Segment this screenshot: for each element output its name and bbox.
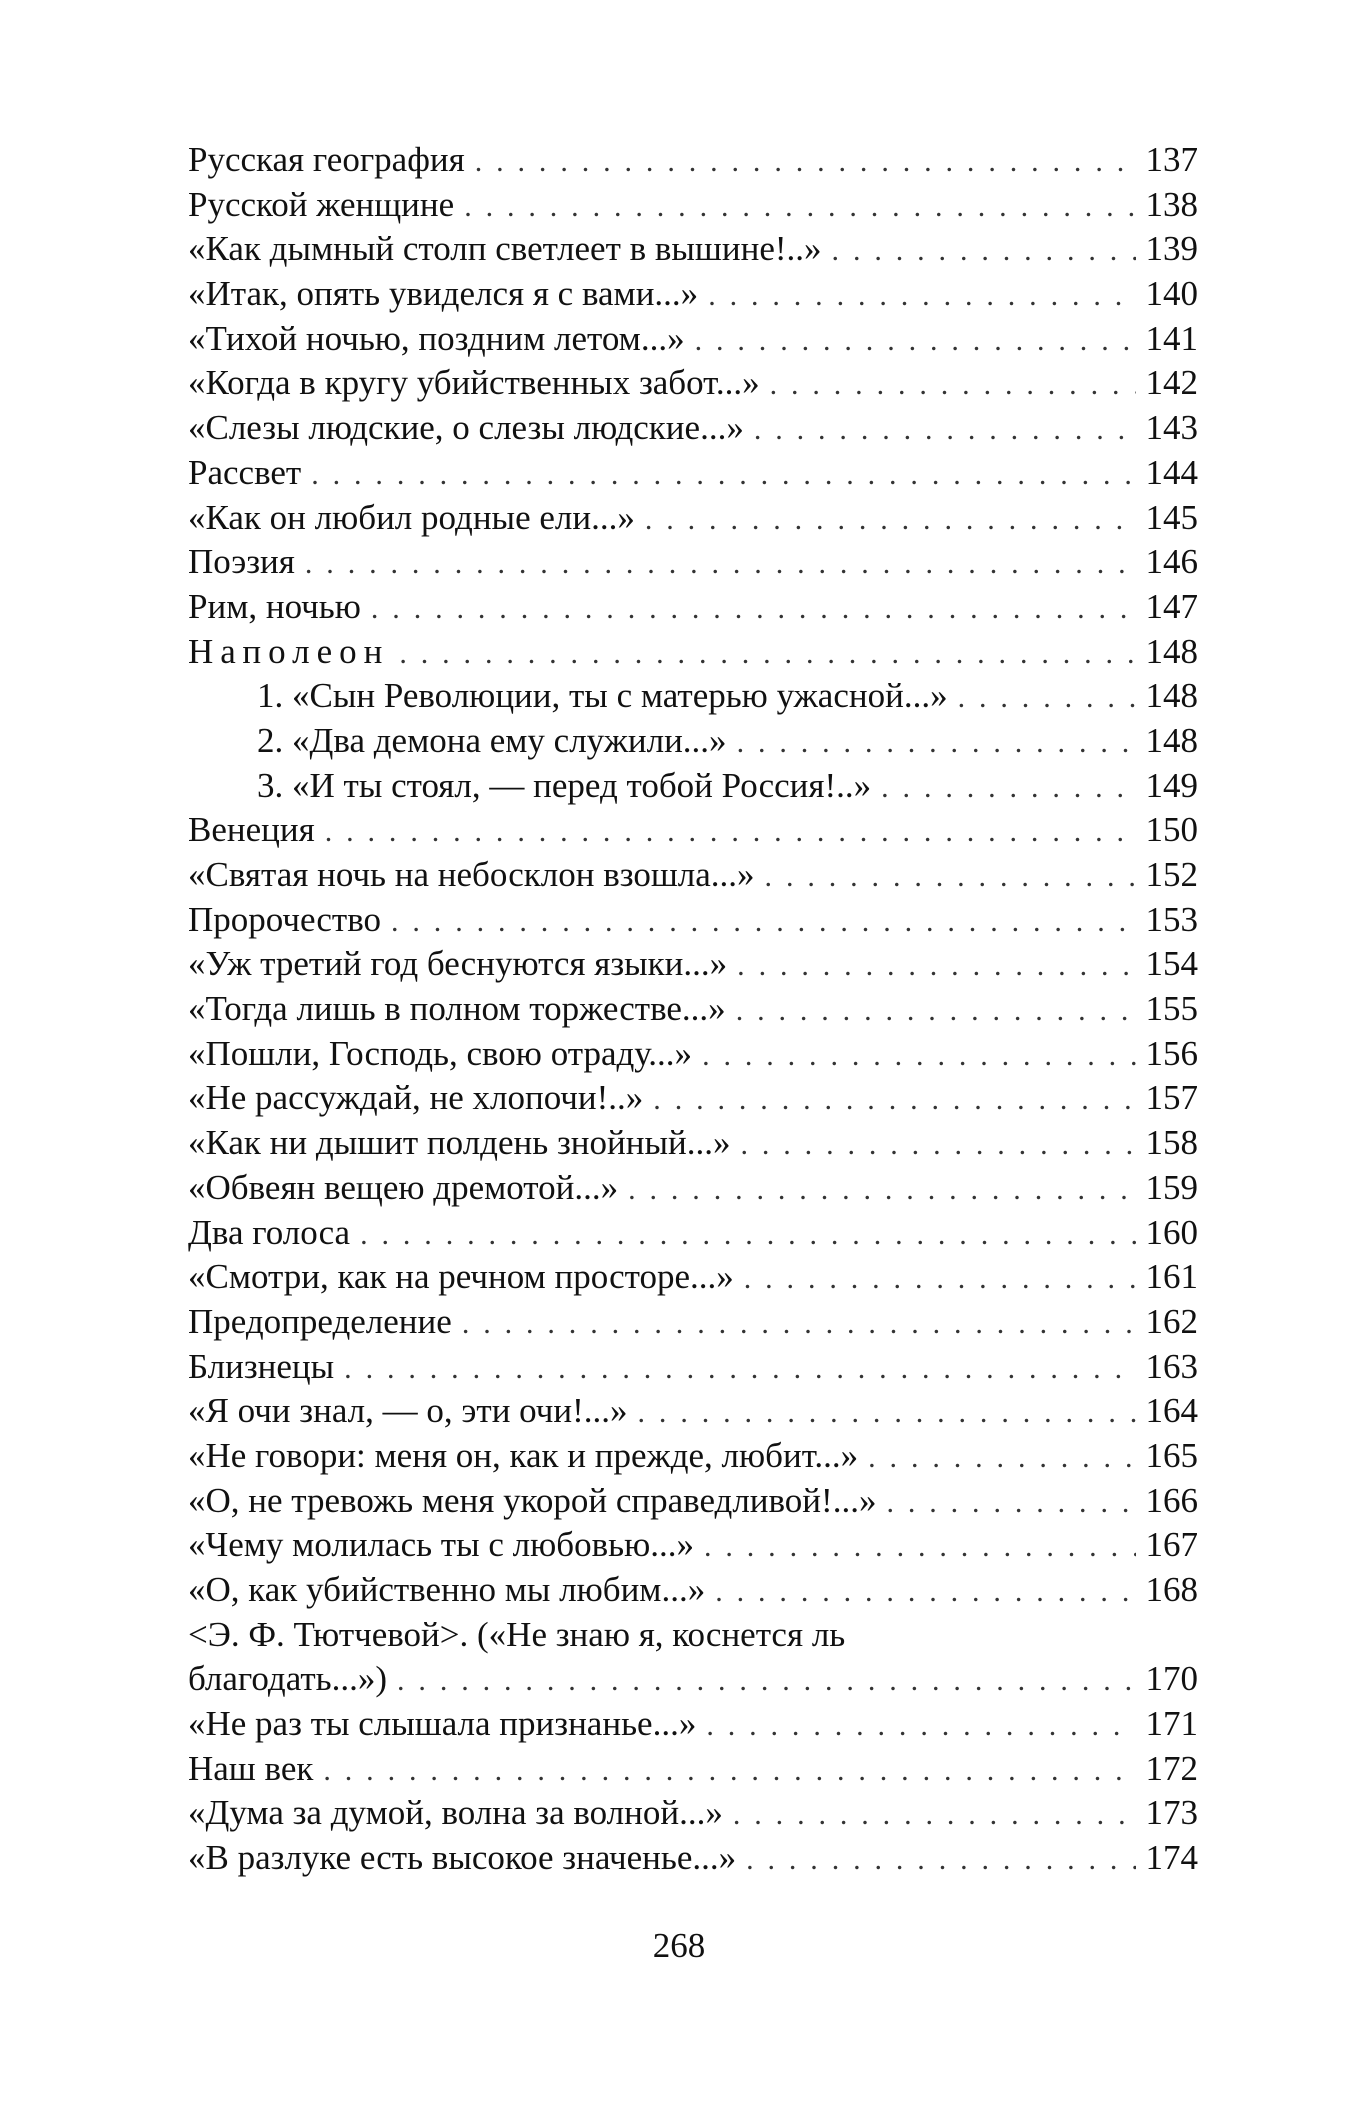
toc-entry xyxy=(188,361,1198,406)
toc-entry xyxy=(188,496,1198,541)
toc-subentry xyxy=(188,764,1198,809)
toc-entry-title: Рим, ночью xyxy=(188,586,361,626)
dot-leader xyxy=(770,363,1136,408)
dot-leader xyxy=(323,1749,1136,1794)
toc-entry-title: «Как дымный столп светлеет в вышине!..» xyxy=(188,229,822,269)
toc-entry-page: 161 xyxy=(1145,1257,1198,1297)
toc-entry xyxy=(188,1076,1198,1121)
toc-entry xyxy=(188,987,1198,1032)
toc-entry xyxy=(188,1166,1198,1211)
toc-entry xyxy=(188,898,1198,943)
toc-entry xyxy=(188,1568,1198,1613)
toc-entry-page: 155 xyxy=(1145,989,1198,1029)
toc-entry-title: Пророчество xyxy=(188,899,381,939)
dot-leader xyxy=(765,855,1136,900)
toc-entry-title: «Дума за думой, волна за волной...» xyxy=(188,1793,723,1833)
dot-leader xyxy=(868,1436,1136,1481)
toc-entry-title: «Не раз ты слышала признанье...» xyxy=(188,1704,697,1744)
dot-leader xyxy=(715,1570,1136,1615)
dot-leader xyxy=(704,1525,1136,1570)
dot-leader xyxy=(462,1302,1136,1347)
toc-entry-title: «Смотри, как на речном просторе...» xyxy=(188,1257,734,1297)
toc-entry-page: 139 xyxy=(1145,229,1198,269)
toc-entry xyxy=(188,540,1198,585)
toc-entry-wrapped-second-line xyxy=(188,1657,1198,1702)
dot-leader xyxy=(464,185,1136,230)
toc-entry-title: «О, не тревожь меня укорой справедливой!...» xyxy=(188,1480,877,1520)
toc-subentry xyxy=(188,674,1198,719)
toc-entry-page: 142 xyxy=(1145,363,1198,403)
dot-leader xyxy=(740,1123,1136,1168)
toc-entry xyxy=(188,317,1198,362)
toc-entry xyxy=(188,1032,1198,1077)
toc-entry-page: 167 xyxy=(1145,1525,1198,1565)
toc-entry xyxy=(188,138,1198,183)
toc-entry-page: 137 xyxy=(1145,140,1198,179)
dot-leader xyxy=(832,229,1136,274)
toc-entry-page: 172 xyxy=(1145,1748,1198,1788)
toc-entry xyxy=(188,808,1198,853)
dot-leader xyxy=(360,1213,1136,1258)
dot-leader xyxy=(744,1257,1136,1302)
page-number: 268 xyxy=(652,1926,706,1965)
dot-leader xyxy=(706,1704,1136,1749)
toc-entry xyxy=(188,1702,1198,1747)
toc-entry-title: «Тогда лишь в полном торжестве...» xyxy=(188,989,726,1029)
toc-entry-page: 157 xyxy=(1145,1078,1198,1118)
toc-entry-page: 152 xyxy=(1145,855,1198,894)
toc-section xyxy=(188,630,1198,675)
dot-leader xyxy=(737,944,1136,989)
toc-entry-title: «Уж третий год беснуются языки...» xyxy=(188,944,728,984)
toc-entry-title: «Как он любил родные ели...» xyxy=(188,497,635,537)
toc-entry xyxy=(188,183,1198,228)
toc-entry-title: «Как ни дышит полдень знойный...» xyxy=(188,1123,731,1163)
toc-entry-title: «В разлуке есть высокое значенье...» xyxy=(188,1838,737,1878)
toc-entry-title: Предопределение xyxy=(188,1301,452,1341)
toc-subentry xyxy=(188,719,1198,764)
toc-entry-title: «Не рассуждай, не хлопочи!..» xyxy=(188,1078,644,1118)
dot-leader xyxy=(708,274,1136,319)
toc-entry xyxy=(188,1345,1198,1390)
toc-entry-title: «Когда в кругу убийственных забот...» xyxy=(188,363,760,403)
toc-entry-page: 148 xyxy=(1145,720,1198,760)
dot-leader xyxy=(325,810,1136,855)
toc-entry-page: 149 xyxy=(1145,765,1198,805)
toc-entry-title: «Святая ночь на небосклон взошла...» xyxy=(188,855,755,894)
toc-entry-title: «Не говори: меня он, как и прежде, любит...» xyxy=(188,1435,859,1475)
toc-entry-page: 165 xyxy=(1145,1435,1198,1475)
dot-leader xyxy=(958,676,1136,721)
table-of-contents xyxy=(188,138,1198,1881)
toc-entry xyxy=(188,942,1198,987)
dot-leader xyxy=(754,408,1136,453)
toc-entry-page: 162 xyxy=(1145,1301,1198,1341)
toc-entry-page: 146 xyxy=(1145,542,1198,582)
toc-entry-page: 153 xyxy=(1145,899,1198,939)
dot-leader xyxy=(695,319,1136,364)
toc-entry-page: 170 xyxy=(1145,1659,1198,1699)
toc-entry-title: «О, как убийственно мы любим...» xyxy=(188,1570,706,1609)
dot-leader xyxy=(638,1391,1136,1436)
dot-leader xyxy=(702,1034,1136,1079)
toc-entry-page: 156 xyxy=(1145,1033,1198,1073)
toc-entry-title: «Чему молилась ты с любовью...» xyxy=(188,1525,694,1565)
toc-entry-title: «Пошли, Господь, свою отраду...» xyxy=(188,1033,693,1073)
toc-entry-page: 144 xyxy=(1145,452,1198,492)
toc-entry-page: 143 xyxy=(1145,408,1198,448)
dot-leader xyxy=(628,1168,1136,1213)
toc-entry-title: Русская география xyxy=(188,140,465,179)
toc-entry xyxy=(188,1747,1198,1792)
toc-entry-page: 160 xyxy=(1145,1212,1198,1252)
toc-entry xyxy=(188,451,1198,496)
toc-entry-title: <Э. Ф. Тютчевой>. («Не знаю я, коснется ль xyxy=(188,1614,846,1654)
dot-leader xyxy=(653,1078,1136,1123)
toc-entry-page: 140 xyxy=(1145,274,1198,314)
toc-entry-title: благодать...») xyxy=(188,1659,388,1699)
toc-entry-page: 154 xyxy=(1145,944,1198,984)
toc-entry xyxy=(188,853,1198,898)
toc-entry-title: 1. «Сын Революции, ты с матерью ужасной...» xyxy=(257,676,948,716)
toc-entry-title: «Слезы людские, о слезы людские...» xyxy=(188,408,744,448)
toc-entry xyxy=(188,585,1198,630)
toc-entry-page: 145 xyxy=(1145,497,1198,537)
dot-leader xyxy=(746,1838,1136,1883)
toc-entry xyxy=(188,227,1198,272)
dot-leader xyxy=(733,1793,1136,1838)
toc-entry-page: 158 xyxy=(1145,1123,1198,1163)
toc-entry xyxy=(188,1791,1198,1836)
toc-entry-page: 164 xyxy=(1145,1391,1198,1431)
toc-entry xyxy=(188,1121,1198,1166)
dot-leader xyxy=(736,989,1136,1034)
toc-entry-title: «Итак, опять увиделся я с вами...» xyxy=(188,274,699,314)
toc-entry xyxy=(188,1479,1198,1524)
toc-entry-title: Наш век xyxy=(188,1748,314,1788)
dot-leader xyxy=(881,766,1136,811)
dot-leader xyxy=(397,1659,1136,1704)
toc-entry-page: 138 xyxy=(1145,184,1198,224)
toc-entry-title: «Обвеян вещею дремотой...» xyxy=(188,1167,619,1207)
toc-entry-title: «Я очи знал, — о, эти очи!...» xyxy=(188,1391,628,1431)
toc-entry-title: Близнецы xyxy=(188,1346,335,1386)
toc-entry-page: 150 xyxy=(1145,810,1198,850)
toc-entry-title: Русской женщине xyxy=(188,184,455,224)
toc-entry-title: Два голоса xyxy=(188,1212,351,1252)
toc-entry-page: 147 xyxy=(1145,586,1198,626)
toc-entry xyxy=(188,1300,1198,1345)
dot-leader xyxy=(645,498,1136,543)
dot-leader xyxy=(305,542,1136,587)
toc-entry-page: 148 xyxy=(1145,676,1198,716)
toc-entry-page: 171 xyxy=(1145,1704,1198,1744)
toc-entry xyxy=(188,1389,1198,1434)
dot-leader xyxy=(311,453,1136,498)
dot-leader xyxy=(399,632,1136,677)
toc-entry-title: Поэзия xyxy=(188,542,295,582)
dot-leader xyxy=(737,721,1136,766)
toc-entry-page: 141 xyxy=(1145,318,1198,358)
toc-entry-page: 148 xyxy=(1145,631,1198,671)
toc-entry-page: 159 xyxy=(1145,1167,1198,1207)
toc-entry-title: «Тихой ночью, поздним летом...» xyxy=(188,318,685,358)
toc-entry-page: 168 xyxy=(1145,1570,1198,1609)
toc-entry-title: Рассвет xyxy=(188,452,302,492)
toc-entry xyxy=(188,1523,1198,1568)
toc-entry-title: 3. «И ты стоял, — перед тобой Россия!..» xyxy=(257,765,872,805)
dot-leader xyxy=(344,1347,1136,1392)
toc-entry xyxy=(188,1255,1198,1300)
toc-entry xyxy=(188,272,1198,317)
dot-leader xyxy=(475,140,1136,185)
toc-entry xyxy=(188,1434,1198,1479)
toc-entry-wrapped-first-line xyxy=(188,1613,1198,1658)
toc-entry-page: 163 xyxy=(1145,1346,1198,1386)
toc-entry-title: Венеция xyxy=(188,810,315,850)
dot-leader xyxy=(391,900,1136,945)
toc-entry-page: 166 xyxy=(1145,1480,1198,1520)
toc-entry xyxy=(188,1211,1198,1256)
toc-entry xyxy=(188,1836,1198,1881)
toc-entry-page: 173 xyxy=(1145,1793,1198,1833)
dot-leader xyxy=(371,587,1136,632)
toc-entry xyxy=(188,406,1198,451)
toc-entry-title: 2. «Два демона ему служили...» xyxy=(257,720,727,760)
dot-leader xyxy=(886,1481,1136,1526)
toc-entry-page: 174 xyxy=(1145,1838,1198,1878)
toc-section-title: Наполеон xyxy=(188,631,390,671)
